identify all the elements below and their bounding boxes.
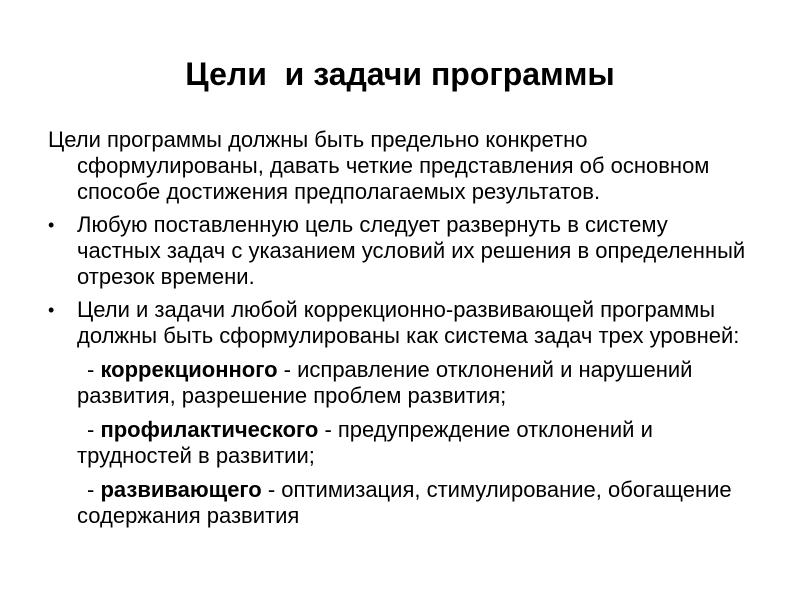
level-item-developmental bbox=[48, 477, 748, 529]
bullet-icon: • bbox=[48, 215, 55, 235]
level-description: - оптимизация, стимулирование, обогащение содержания развития bbox=[77, 477, 732, 528]
bullet-item bbox=[48, 297, 748, 349]
level-term: профилактического bbox=[100, 417, 319, 442]
level-term: коррекционного bbox=[100, 357, 278, 382]
intro-paragraph: Цели программы должны быть предельно конкретно сформулированы, давать четкие представления об основном способе достижения предполагаемых результатов. bbox=[48, 127, 710, 204]
level-dash: - bbox=[87, 417, 101, 442]
slide-content bbox=[48, 127, 748, 529]
level-description: - предупреждение отклонений и трудностей в развитии; bbox=[77, 417, 653, 468]
level-item-correctional bbox=[48, 357, 748, 409]
level-item-preventive bbox=[48, 417, 748, 469]
bullet-item bbox=[48, 212, 748, 290]
bullet-icon: • bbox=[48, 300, 55, 320]
slide-title: Цели и задачи программы bbox=[185, 56, 615, 92]
level-dash: - bbox=[87, 477, 101, 502]
bullet-text: Любую поставленную цель следует развернуть в систему частных задач с указанием условий их решения в определенный отрезок времени. bbox=[77, 212, 746, 289]
level-description: - исправление отклонений и нарушений развития, разрешение проблем развития; bbox=[77, 357, 693, 408]
level-term: развивающего bbox=[100, 477, 262, 502]
level-dash: - bbox=[87, 357, 101, 382]
bullet-text: Цели и задачи любой коррекционно-развивающей программы должны быть сформулированы как система задач трех уровней: bbox=[77, 297, 740, 348]
